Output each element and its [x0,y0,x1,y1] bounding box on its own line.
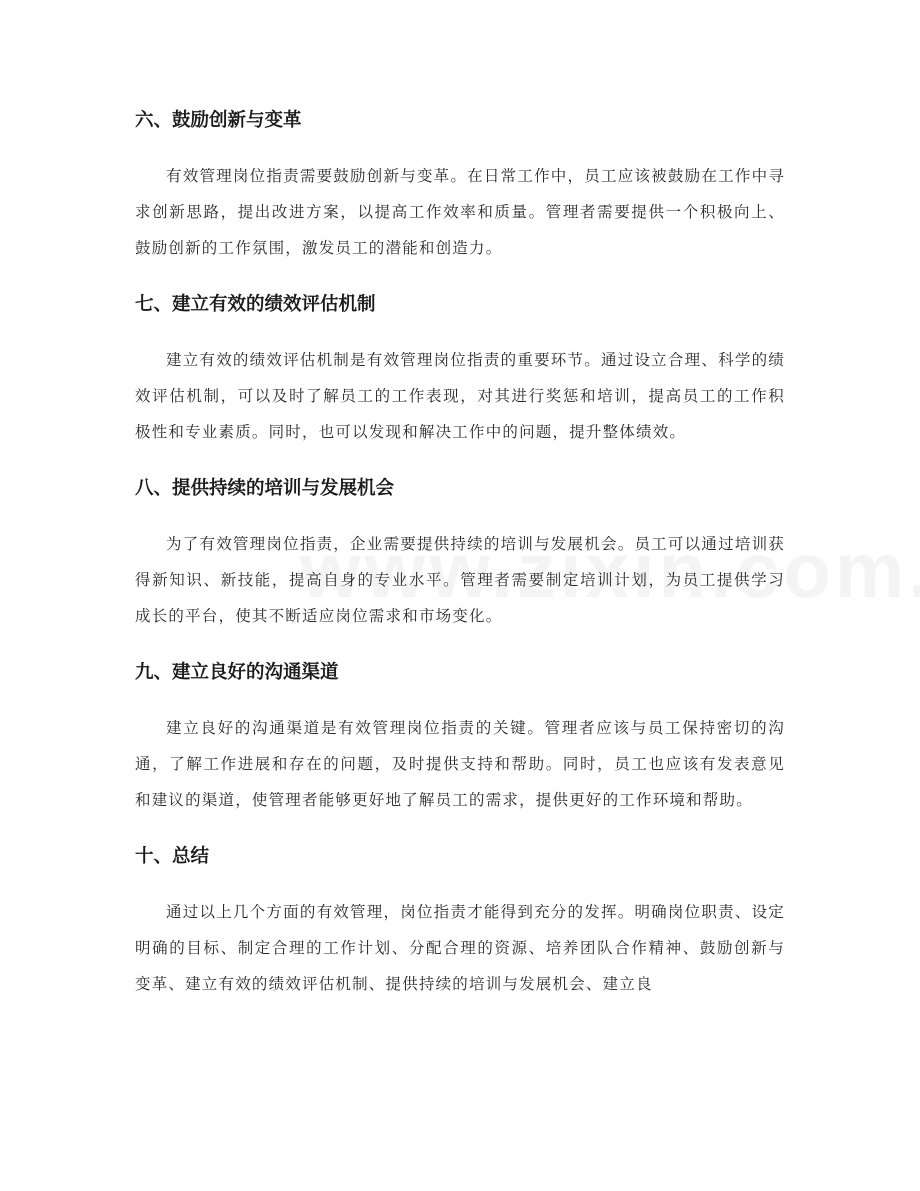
section-6 [135,106,785,266]
section-paragraph: 建立良好的沟通渠道是有效管理岗位指责的关键。管理者应该与员工保持密切的沟通，了解工作进展和存在的问题，及时提供支持和帮助。同时，员工也应该有发表意见和建议的渠道，使管理者能够更好地了解员工的需求，提供更好的工作环境和帮助。 [135,719,785,809]
section-heading: 九、建立良好的沟通渠道 [135,662,339,683]
section-paragraph: 建立有效的绩效评估机制是有效管理岗位指责的重要环节。通过设立合理、科学的绩效评估机制，可以及时了解员工的工作表现，对其进行奖惩和培训，提高员工的工作积极性和专业素质。同时，也可以发现和解决工作中的问题，提升整体绩效。 [135,351,785,441]
section-heading: 八、提供持续的培训与发展机会 [135,478,395,499]
section-paragraph: 为了有效管理岗位指责，企业需要提供持续的培训与发展机会。员工可以通过培训获得新知识、新技能，提高自身的专业水平。管理者需要制定培训计划，为员工提供学习成长的平台，使其不断适应岗位需求和市场变化。 [135,535,785,625]
section-paragraph: 通过以上几个方面的有效管理，岗位指责才能得到充分的发挥。明确岗位职责、设定明确的目标、制定合理的工作计划、分配合理的资源、培养团队合作精神、鼓励创新与变革、建立有效的绩效评估机制、提供持续的培训与发展机会、建立良 [135,903,785,993]
section-10 [135,842,785,1002]
document-body [135,106,785,1026]
section-7 [135,290,785,450]
section-heading: 十、总结 [135,846,210,867]
section-heading: 六、鼓励创新与变革 [135,110,302,131]
section-9 [135,658,785,818]
section-heading: 七、建立有效的绩效评估机制 [135,294,376,315]
section-paragraph: 有效管理岗位指责需要鼓励创新与变革。在日常工作中，员工应该被鼓励在工作中寻求创新思路，提出改进方案，以提高工作效率和质量。管理者需要提供一个积极向上、鼓励创新的工作氛围，激发员工的潜能和创造力。 [135,167,785,257]
section-8 [135,474,785,634]
